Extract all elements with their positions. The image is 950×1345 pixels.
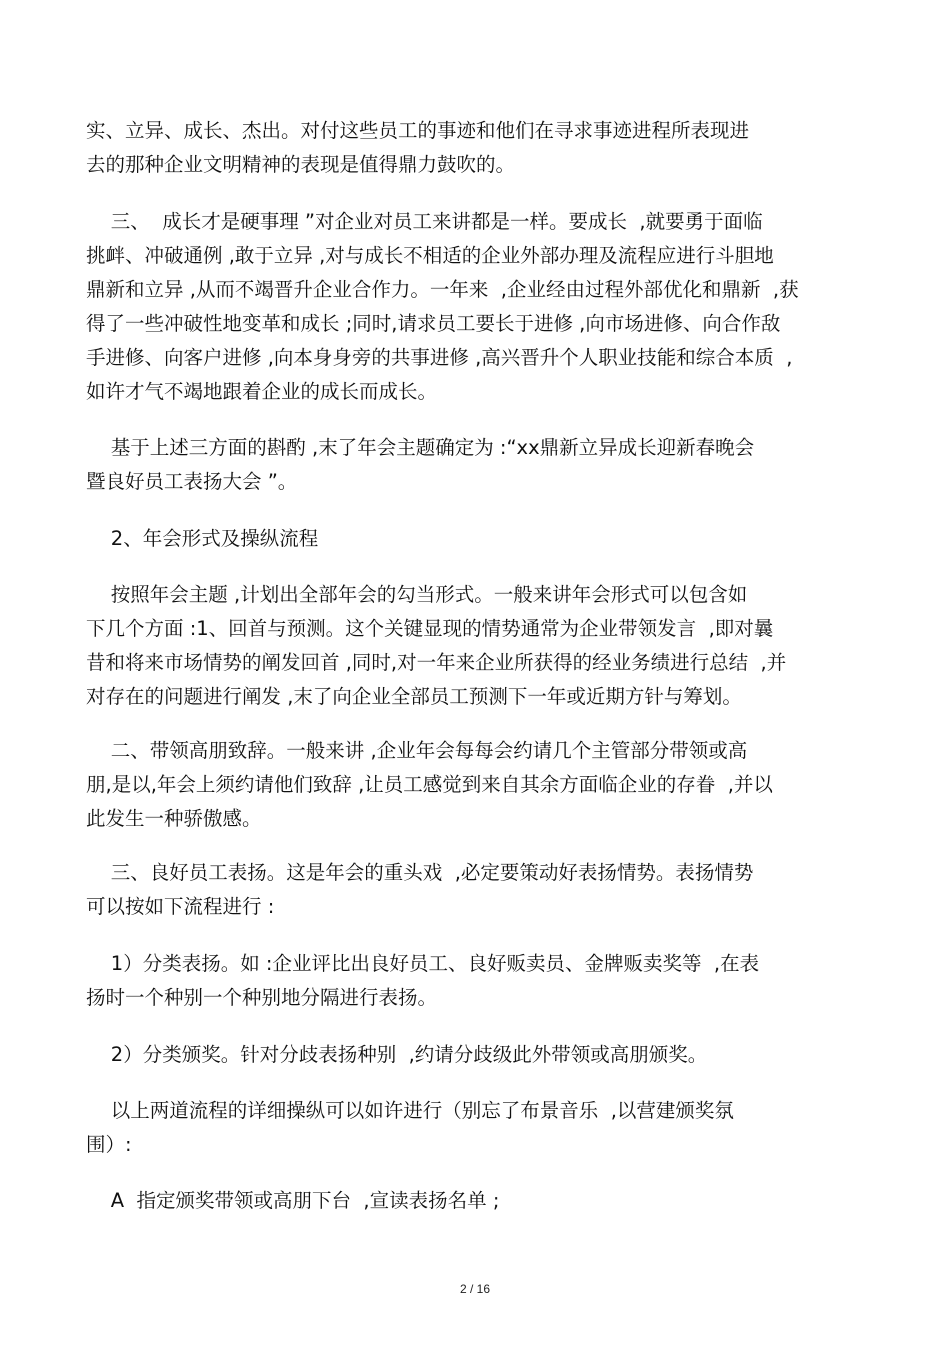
text-line: 1）分类表扬。如 :企业评比出良好员工、良好贩卖员、金牌贩卖奖等 ,在表: [86, 952, 760, 975]
text-line: 三、 成长才是硬事理 ”对企业对员工来讲都是一样。要成长 ,就要勇于面临: [86, 210, 763, 233]
text-line: 二、带领高朋致辞。一般来讲 ,企业年会每每会约请几个主管部分带领或高: [86, 739, 748, 762]
text-line: 如许才气不竭地跟着企业的成长而成长。: [86, 380, 438, 403]
text-line: A 指定颁奖带领或高朋下台 ,宣读表扬名单 ;: [86, 1189, 500, 1212]
text-line: 昔和将来市场情势的阐发回首 ,同时,对一年来企业所获得的经业务绩进行总结 ,并: [86, 651, 787, 674]
text-line: 暨良好员工表扬大会 ”。: [86, 470, 298, 493]
text-line: 此发生一种骄傲感。: [86, 807, 262, 830]
text-line: 朋,是以,年会上须约请他们致辞 ,让员工感觉到来自其余方面临企业的存眷 ,并以: [86, 773, 773, 796]
text-line: 基于上述三方面的斟酌 ,末了年会主题确定为 :“xx鼎新立异成长迎新春晚会: [86, 436, 755, 459]
text-line: 对存在的问题进行阐发 ,末了向企业全部员工预测下一年或近期方针与筹划。: [86, 685, 742, 708]
text-line: 按照年会主题 ,计划出全部年会的勾当形式。一般来讲年会形式可以包含如: [86, 583, 748, 606]
text-line: 以上两道流程的详细操纵可以如许进行（别忘了布景音乐 ,以营建颁奖氛: [86, 1099, 734, 1122]
text-line: 手进修、向客户进修 ,向本身身旁的共事进修 ,高兴晋升个人职业技能和综合本质 ,: [86, 346, 793, 369]
paragraph-10: [86, 1184, 876, 1218]
text-line: 可以按如下流程进行 :: [86, 895, 275, 918]
paragraph-3: [86, 431, 876, 499]
paragraph-5: [86, 734, 876, 836]
paragraph-4: [86, 578, 876, 714]
paragraph-2: [86, 205, 876, 409]
text-line: 2）分类颁奖。针对分歧表扬种别 ,约请分歧级此外带领或高朋颁奖。: [86, 1043, 708, 1066]
text-line: 鼎新和立异 ,从而不竭晋升企业合作力。一年来 ,企业经由过程外部优化和鼎新 ,获: [86, 278, 799, 301]
section-heading: [86, 522, 876, 556]
paragraph-8: [86, 1038, 876, 1072]
page-number: 2 / 16: [459, 1282, 491, 1296]
text-line: 2、年会形式及操纵流程: [86, 527, 319, 550]
text-line: 下几个方面 :1、回首与预测。这个关键显现的情势通常为企业带领发言 ,即对曩: [86, 617, 774, 640]
text-line: 三、良好员工表扬。这是年会的重头戏 ,必定要策动好表扬情势。表扬情势: [86, 861, 754, 884]
paragraph-1: [86, 114, 876, 182]
text-line: 得了一些冲破性地变革和成长 ;同时,请求员工要长于进修 ,向市场进修、向合作敌: [86, 312, 781, 335]
text-line: 去的那种企业文明精神的表现是值得鼎力鼓吹的。: [86, 153, 516, 176]
text-line: 扬时一个种别一个种别地分隔进行表扬。: [86, 986, 438, 1009]
paragraph-9: [86, 1094, 876, 1162]
text-line: 实、立异、成长、杰出。对付这些员工的事迹和他们在寻求事迹进程所表现进: [86, 119, 750, 142]
paragraph-7: [86, 947, 876, 1015]
text-line: 挑衅、冲破通例 ,敢于立异 ,对与成长不相适的企业外部办理及流程应进行斗胆地: [86, 244, 774, 267]
text-line: 围）:: [86, 1133, 132, 1156]
paragraph-6: [86, 856, 876, 924]
